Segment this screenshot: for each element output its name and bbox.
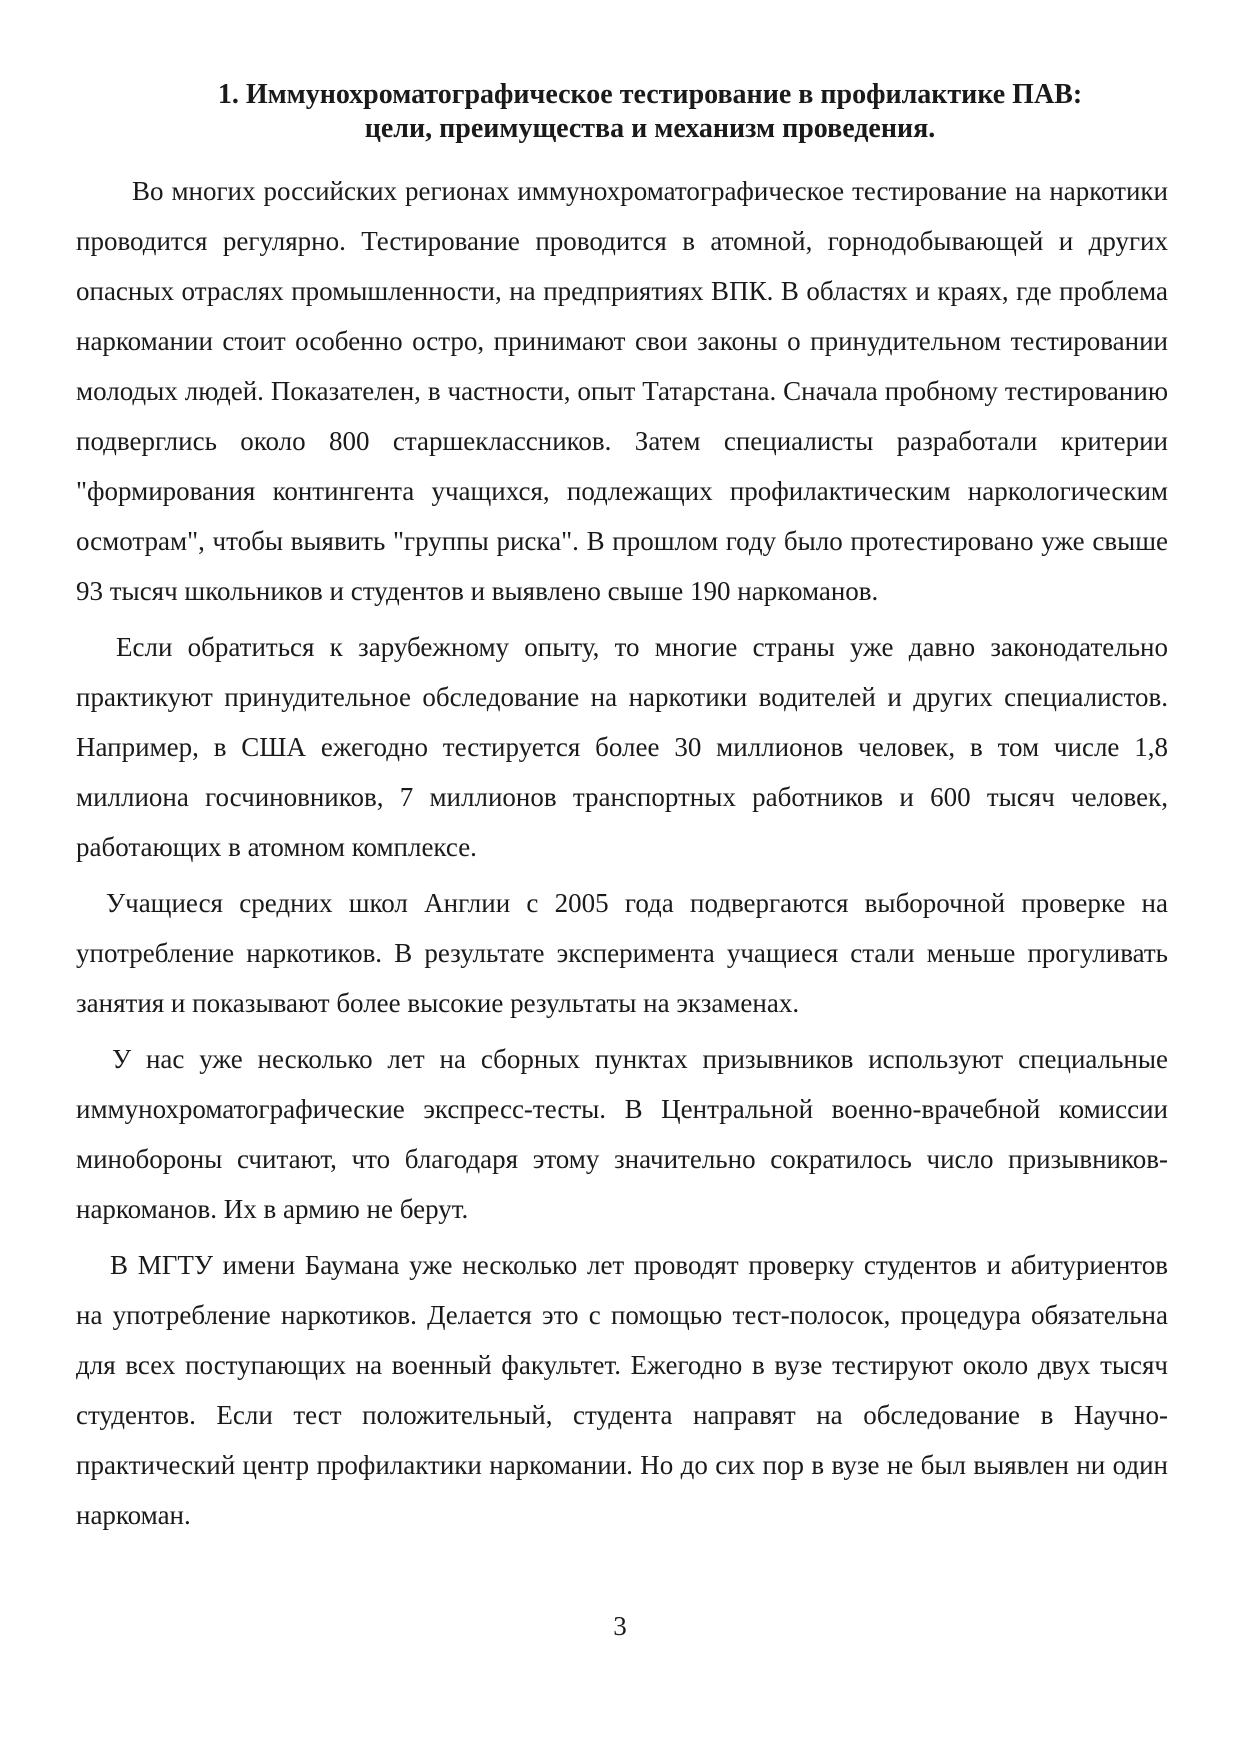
section-heading-line-2: цели, преимущества и механизм проведения. bbox=[364, 113, 936, 144]
paragraph-bauman-university: В МГТУ имени Баумана уже несколько лет проводят проверку студентов и абитуриентов на употребление наркотиков. Делается это с помощью тест-полосок, процедура обязательна для всех поступающих на военный факультет. Ежегодно в вузе тестируют около двух тысяч студентов. Если тест положительный, студента направят на обследование в Научно-практический центр профилактики наркомании. Но до сих пор в вузе не был выявлен ни один наркоман. bbox=[76, 1250, 1168, 1530]
paragraph-england-schools: Учащиеся средних школ Англии с 2005 года подвергаются выборочной проверке на употребление наркотиков. В результате эксперимента учащиеся стали меньше прогуливать занятия и показывают более высокие результаты на экзаменах. bbox=[76, 888, 1168, 1018]
paragraph-russian-regions: Во многих российских регионах иммунохроматографическое тестирование на наркотики проводится регулярно. Тестирование проводится в атомной, горнодобывающей и других опасных отраслях промышленности, на предприятиях ВПК. В областях и краях, где проблема наркомании стоит особенно остро, принимают свои законы о принудительном тестировании молодых людей. Показателен, в частности, опыт Татарстана. Сначала пробному тестированию подверглись около 800 старшеклассников. Затем специалисты разработали критерии "формирования контингента учащихся, подлежащих профилактическим наркологическим осмотрам", чтобы выявить "группы риска". В прошлом году было протестировано уже свыше 93 тысяч школьников и студентов и выявлено свыше 190 наркоманов. bbox=[76, 176, 1168, 606]
body-text bbox=[76, 166, 1168, 1540]
paragraph-conscripts: У нас уже несколько лет на сборных пунктах призывников используют специальные иммунохроматографические экспресс-тесты. В Центральной военно-врачебной комиссии минобороны считают, что благодаря этому значительно сократилось число призывников-наркоманов. Их в армию не берут. bbox=[76, 1044, 1168, 1224]
paragraph-foreign-experience: Если обратиться к зарубежному опыту, то многие страны уже давно законодательно практикуют принудительное обследование на наркотики водителей и других специалистов. Например, в США ежегодно тестируется более 30 миллионов человек, в том числе 1,8 миллиона госчиновников, 7 миллионов транспортных работников и 600 тысяч человек, работающих в атомном комплексе. bbox=[76, 632, 1168, 862]
section-heading bbox=[150, 78, 1150, 146]
page-number: 3 bbox=[613, 1611, 627, 1641]
section-heading-line-1: 1. Иммунохроматографическое тестирование в профилактике ПАВ: bbox=[217, 79, 1083, 110]
